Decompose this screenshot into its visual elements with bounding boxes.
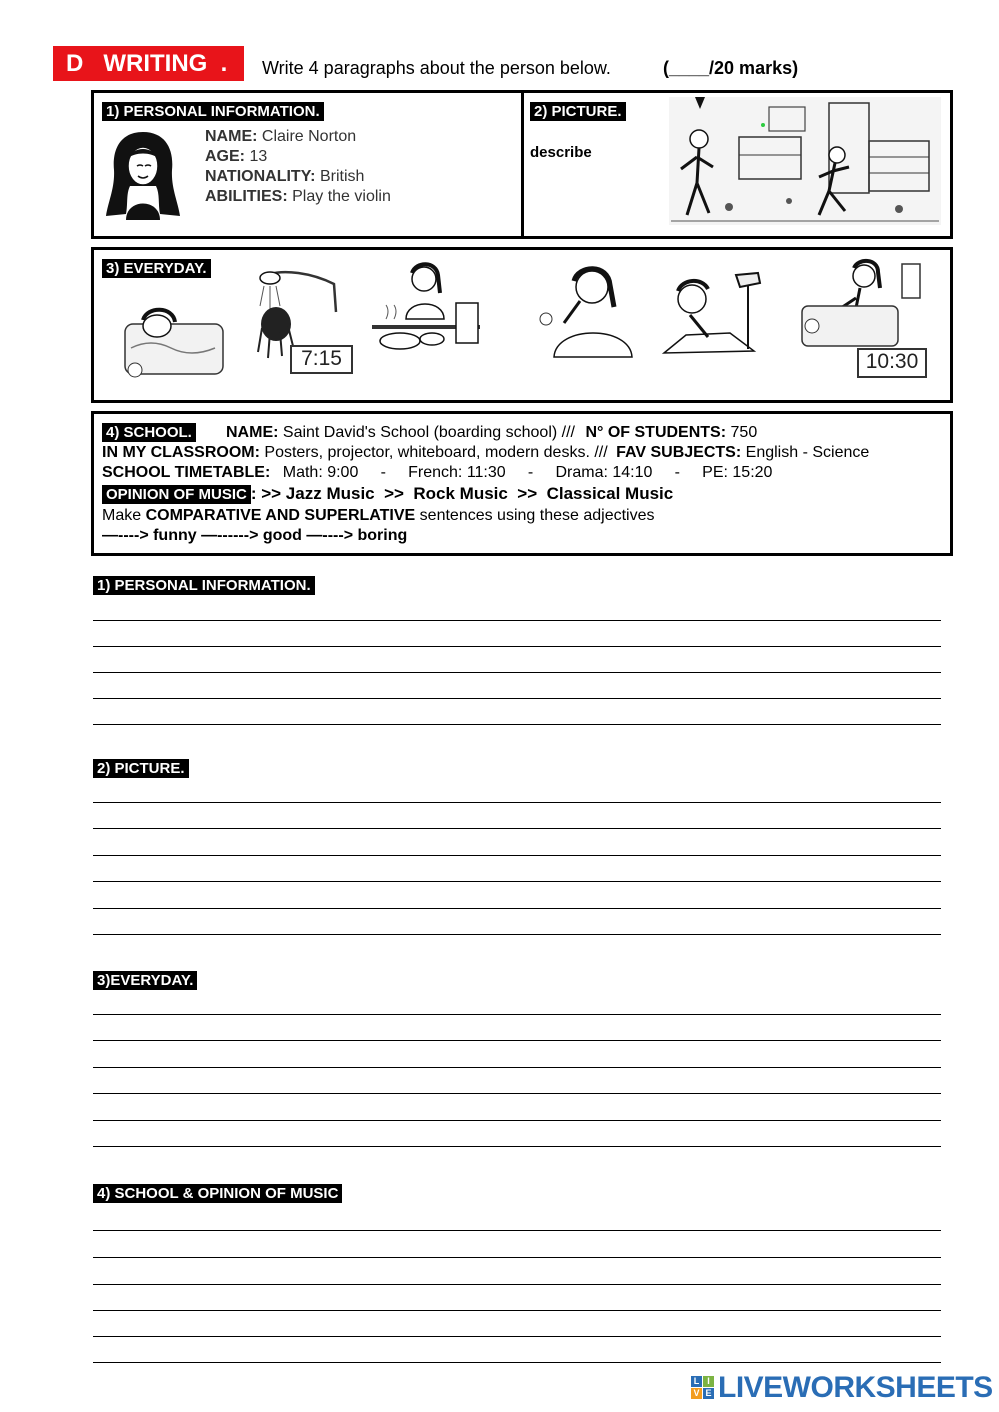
writing-line[interactable] [93, 1284, 941, 1285]
answer-title-school: 4) SCHOOL & OPINION OF MUSIC [93, 1184, 342, 1203]
marks-text: (____/20 marks) [663, 58, 799, 78]
personal-info-title: 1) PERSONAL INFORMATION. [102, 102, 324, 121]
writing-line[interactable] [93, 698, 941, 699]
writing-line[interactable] [93, 1014, 941, 1015]
field-age [205, 147, 391, 167]
school-name-value: Saint David's School (boarding school) /// [282, 424, 575, 441]
everyday-title: 3) EVERYDAY. [102, 259, 211, 278]
students-label: N° OF STUDENTS: [585, 424, 727, 441]
timetable-label: SCHOOL TIMETABLE: [102, 464, 271, 481]
sleeping-image [121, 288, 227, 382]
personal-info-fields [205, 127, 391, 207]
homework-image [650, 265, 768, 365]
field-value: 13 [249, 148, 268, 165]
writing-line[interactable] [93, 855, 941, 856]
instruction-post: sentences using these adjectives [419, 507, 655, 524]
writing-line[interactable] [93, 1040, 941, 1041]
going-to-bed-image [798, 258, 924, 354]
adjectives-line: —----> funny —------> good —----> boring [102, 527, 408, 544]
writing-badge-label: D WRITING . [66, 50, 228, 77]
clock-morning-time: 7:15 [301, 347, 342, 370]
writing-line[interactable] [93, 620, 941, 621]
classroom-line [102, 443, 869, 463]
messy-room-image [669, 97, 941, 225]
answer-title-everyday: 3)EVERYDAY. [93, 971, 197, 990]
logo-letter: V [691, 1388, 702, 1399]
field-label: ABILITIES: [205, 188, 288, 205]
writing-line[interactable] [93, 1310, 941, 1311]
school-name-line [226, 423, 757, 443]
writing-line[interactable] [93, 1230, 941, 1231]
writing-line[interactable] [93, 1257, 941, 1258]
school-title: 4) SCHOOL. [102, 423, 196, 442]
writing-line[interactable] [93, 881, 941, 882]
field-abilities [205, 187, 391, 207]
writing-line[interactable] [93, 724, 941, 725]
writing-line[interactable] [93, 908, 941, 909]
brushing-teeth-image [534, 259, 636, 359]
music-genres: : >> Jazz Music >> Rock Music >> Classical Music [250, 484, 674, 503]
timetable-value: Math: 9:00 - French: 11:30 - Drama: 14:10 - PE: 15:20 [282, 464, 773, 481]
writing-line[interactable] [93, 1067, 941, 1068]
writing-line[interactable] [93, 646, 941, 647]
instruction-bold: COMPARATIVE AND SUPERLATIVE [145, 507, 416, 524]
students-value: 750 [730, 424, 758, 441]
music-opinion-label: OPINION OF MUSIC [102, 485, 251, 504]
logo-letter: I [703, 1376, 714, 1387]
liveworksheets-brand[interactable]: LIVEWORKSHEETS [718, 1371, 993, 1404]
picture-title: 2) PICTURE. [530, 102, 626, 121]
instruction-text: Write 4 paragraphs about the person below. [262, 58, 611, 78]
answer-title-picture: 2) PICTURE. [93, 759, 189, 778]
classroom-value: Posters, projector, whiteboard, modern desks. /// [264, 444, 608, 461]
writing-line[interactable] [93, 672, 941, 673]
field-value: British [319, 168, 365, 185]
girl-portrait-image [104, 128, 182, 220]
fav-subjects-label: FAV SUBJECTS: [616, 444, 742, 461]
picture-describe-label: describe [530, 144, 592, 161]
fav-subjects-value: English - Science [745, 444, 870, 461]
classroom-label: IN MY CLASSROOM: [102, 444, 260, 461]
liveworksheets-logo-icon [691, 1376, 715, 1400]
writing-line[interactable] [93, 802, 941, 803]
writing-line[interactable] [93, 1146, 941, 1147]
logo-letter: E [703, 1388, 714, 1399]
field-label: AGE: [205, 148, 245, 165]
field-value: Claire Norton [261, 128, 357, 145]
instruction-pre: Make [102, 507, 142, 524]
breakfast-image [366, 259, 484, 361]
writing-line[interactable] [93, 1336, 941, 1337]
answer-title-personal: 1) PERSONAL INFORMATION. [93, 576, 315, 595]
field-name [205, 127, 391, 147]
field-value: Play the violin [292, 188, 391, 205]
school-name-label: NAME: [226, 424, 279, 441]
writing-line[interactable] [93, 934, 941, 935]
field-nationality [205, 167, 391, 187]
writing-line[interactable] [93, 1120, 941, 1121]
field-label: NATIONALITY: [205, 168, 316, 185]
clock-night-time: 10:30 [865, 350, 919, 373]
music-opinion-line [102, 484, 673, 505]
writing-line[interactable] [93, 1093, 941, 1094]
comparative-instruction [102, 506, 654, 526]
field-label: NAME: [205, 128, 258, 145]
writing-line[interactable] [93, 1362, 941, 1363]
logo-letter: L [691, 1376, 702, 1387]
timetable-line [102, 463, 772, 483]
writing-line[interactable] [93, 828, 941, 829]
